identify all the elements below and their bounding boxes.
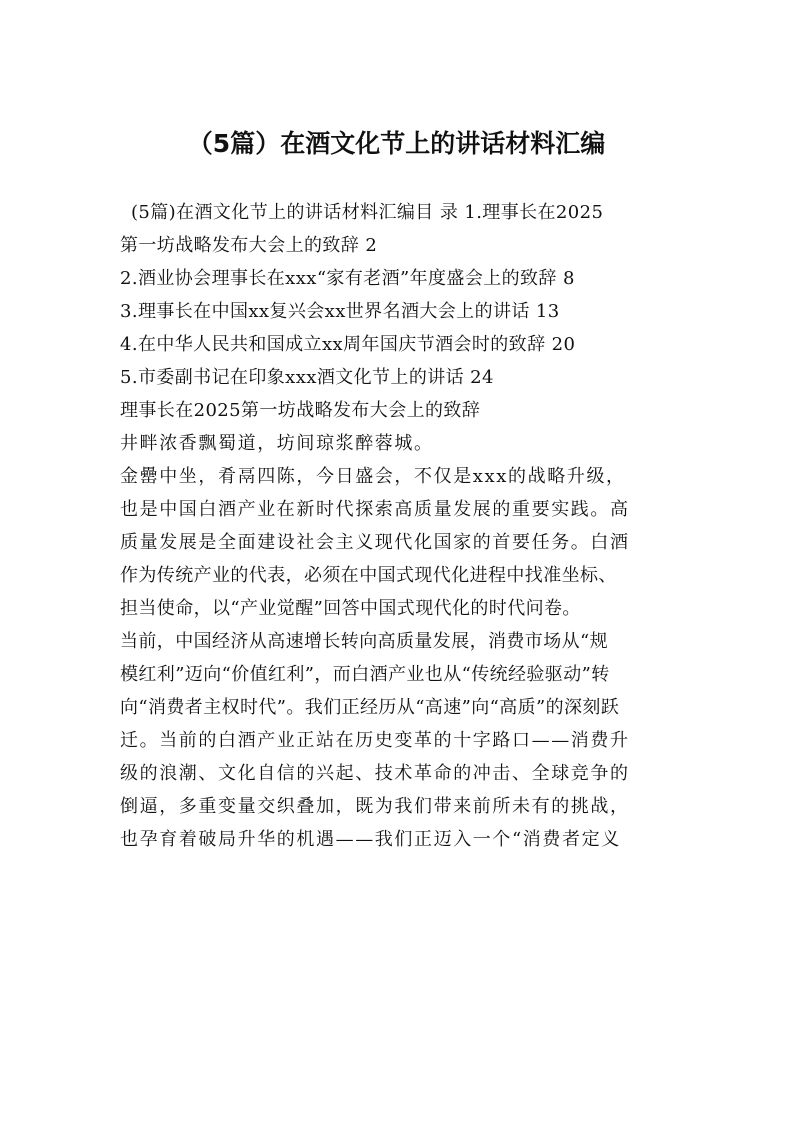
paragraph-line: 模红利”迈向“价值红利”，而白酒产业也从“传统经验驱动”转 [120, 664, 610, 685]
toc-line: (5篇)在酒文化节上的讲话材料汇编目 录 1.理事长在2025 [131, 202, 604, 223]
toc-line: 第一坊战略发布大会上的致辞 2 [120, 235, 378, 256]
paragraph-line: 向“消费者主权时代”。我们正经历从“高速”向“高质”的深刻跃 [120, 697, 620, 718]
paragraph-line: 作为传统产业的代表，必须在中国式现代化进程中找准坐标、 [120, 565, 617, 586]
paragraph-line: 也孕育着破局升华的机遇——我们正迈入一个“消费者定义 [120, 829, 621, 850]
paragraph-line: 迁。当前的白酒产业正站在历史变革的十字路口——消费升 [120, 730, 630, 751]
paragraph-line: 担当使命，以“产业觉醒”回答中国式现代化的时代问卷。 [120, 598, 581, 619]
paragraph-line: 级的浪潮、文化自信的兴起、技术革命的冲击、全球竞争的 [120, 763, 630, 784]
paragraph-line: 也是中国白酒产业在新时代探索高质量发展的重要实践。高 [120, 499, 630, 520]
toc-line: 5.市委副书记在印象xxx酒文化节上的讲话 24 [120, 367, 494, 388]
document-body [120, 196, 690, 856]
toc-line: 4.在中华人民共和国成立xx周年国庆节酒会时的致辞 20 [120, 334, 576, 355]
paragraph-line: 质量发展是全面建设社会主义现代化国家的首要任务。白酒 [120, 532, 630, 553]
paragraph-line: 井畔浓香飘蜀道，坊间琼浆醉蓉城。 [120, 433, 434, 454]
toc-line: 3.理事长在中国xx复兴会xx世界名酒大会上的讲话 13 [120, 301, 560, 322]
toc-line: 2.酒业协会理事长在xxx“家有老酒”年度盛会上的致辞 8 [120, 268, 575, 289]
document-title: （5篇）在酒文化节上的讲话材料汇编 [187, 129, 606, 158]
paragraph-line: 倒逼，多重变量交织叠加，既为我们带来前所未有的挑战， [120, 796, 630, 817]
paragraph-line: 当前，中国经济从高速增长转向高质量发展，消费市场从“规 [120, 631, 608, 652]
paragraph-line: 金罍中坐，肴鬲四陈，今日盛会，不仅是xxx的战略升级， [120, 466, 626, 487]
section-heading: 理事长在2025第一坊战略发布大会上的致辞 [120, 400, 481, 421]
